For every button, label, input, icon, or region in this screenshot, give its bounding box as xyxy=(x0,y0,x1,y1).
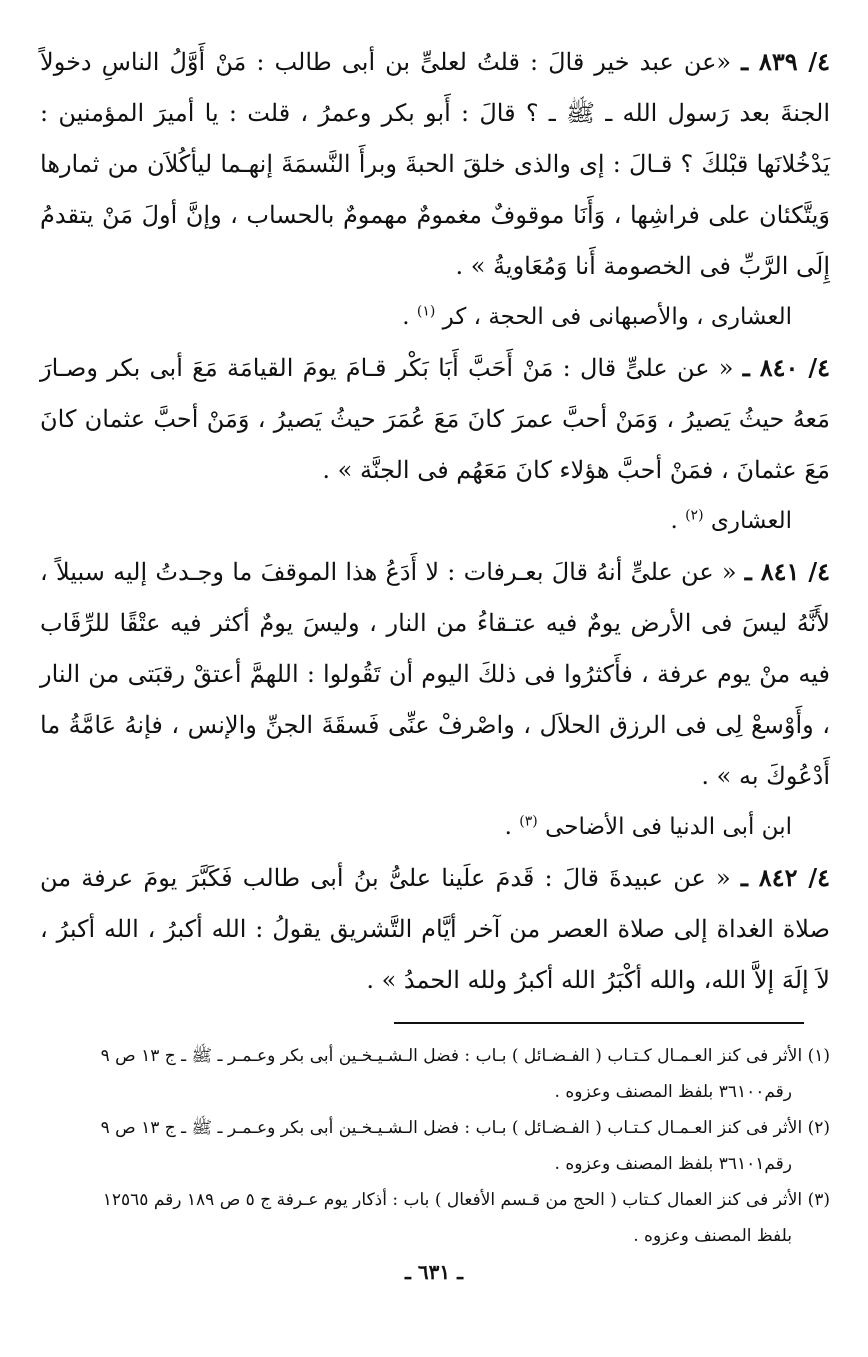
footnote-marker: (٣) xyxy=(807,1190,830,1210)
hadith-source xyxy=(40,496,830,546)
hadith-841 xyxy=(40,546,830,802)
page-body xyxy=(40,36,830,1006)
source-end: . xyxy=(402,304,410,330)
hadith-839 xyxy=(40,36,830,292)
footnote-ref: (٣) xyxy=(519,813,538,830)
hadith-842 xyxy=(40,852,830,1006)
source-text: العشارى xyxy=(710,508,792,534)
hadith-number: ٤/ ٨٤٠ ـ xyxy=(742,353,830,382)
hadith-text: «عن عبد خير قالَ : قلتُ لعلىٍّ بن أبى طالب : مَنْ أَوَّلُ الناسِ دخولاً الجنةَ بعد رَسول الله ـ ﷺ ـ ؟ قالَ : أَبو بكر وعمرُ ، قلت : يا أميرَ المؤمنين : يَدْخُلانَها قبْلكَ ؟ قـالَ : إى والذى خلقَ الحبةَ وبرأَ النَّسمَةَ إنهـما ليأكُلاَن من ثمارها وَيتَّكئان على فراشِها ، وَأَنَا موقوفٌ مغمومٌ مهمومٌ بالحساب ، وإنَّ أولَ مَنْ يتقدمُ إِلَى الرَّبِّ فى الخصومة أَنا وَمُعَاويةُ » . xyxy=(40,48,831,280)
footnote-line: الأثر فى كنز العمال كـتاب ( الحج من قـسم الأفعال ) باب : أذكار يوم عـرفة ج ٥ ص ١٨٩ رقم ١٢٥٦٥ xyxy=(102,1190,803,1210)
hadith-source xyxy=(40,292,830,342)
footnote-line: بلفظ المصنف وعزوه . xyxy=(633,1226,792,1246)
source-text: العشارى ، والأصبهانى فى الحجة ، كر xyxy=(442,304,792,330)
hadith-number: ٤/ ٨٤٢ ـ xyxy=(740,863,831,892)
hadith-number: ٤/ ٨٤١ ـ xyxy=(744,557,830,586)
footnote-divider xyxy=(394,1022,804,1024)
source-end: . xyxy=(670,508,678,534)
hadith-text: « عن عبيدةَ قالَ : قَدمَ علَينا علىُّ بنُ أبى طالب فَكَبَّرَ يومَ عرفة من صلاة الغداة إلى صلاة العصر من آخر أيَّام التَّشريق يقولُ : الله أكبرُ ، الله أكبرُ ، لاَ إلَهَ إلاَّ الله، والله أكْبَرُ الله أكبرُ ولله الحمدُ » . xyxy=(40,864,830,994)
hadith-840 xyxy=(40,342,830,496)
footnote-line: رقم٣٦١٠٠ بلفظ المصنف وعزوه . xyxy=(554,1082,792,1102)
footnotes xyxy=(40,1038,830,1254)
footnote-line: الأثر فى كنز العـمـال كـتـاب ( الفـضـائل ) بـاب : فضل الـشـيـخـين أبى بكر وعـمـر ـ ﷺ ـ ج ١٣ ص ٩ xyxy=(100,1118,803,1138)
hadith-source xyxy=(40,802,830,852)
hadith-number: ٤/ ٨٣٩ ـ xyxy=(741,47,830,76)
source-end: . xyxy=(504,814,512,840)
page-number: ـ ٦٣١ ـ xyxy=(405,1260,463,1284)
footnote-2 xyxy=(40,1110,830,1182)
source-text: ابن أبى الدنيا فى الأضاحى xyxy=(545,814,792,840)
footnote-ref: (٢) xyxy=(685,507,704,524)
footnote-ref: (١) xyxy=(416,303,436,320)
footnote-line: رقم٣٦١٠١ بلفظ المصنف وعزوه . xyxy=(554,1154,792,1174)
footnote-1 xyxy=(40,1038,830,1110)
footnote-marker: (١) xyxy=(807,1046,830,1066)
hadith-text: « عن علىٍّ أنهُ قالَ بعـرفات : لا أَدَعُ هذا الموقفَ ما وجـدتُ إليه سبيلاً ، لأَنَّهُ ليسَ فى الأرض يومٌ فيه عتـقاءُ من النار ، وليسَ يومٌ أكثر فيه عتْقًا للرِّقَاب فيه منْ يوم عرفة ، فأَكثرُوا فى ذلكَ اليوم أن تَقُولوا : اللهمَّ أعتقْ رقبَتى من النار ، وأَوْسعْ لِى فى الرزق الحلاَل ، واصْرفْ عنِّى فَسقَةَ الجنِّ والإنس ، فإنهُ عَامَّةُ ما أَدْعُوكَ به » . xyxy=(40,558,830,790)
hadith-text: « عن علىٍّ قال : مَنْ أَحَبَّ أَبَا بَكْر قـامَ يومَ القيامَة مَعَ أبى بكر وصـارَ مَعهُ حيثُ يَصيرُ ، وَمَنْ أحبَّ عمرَ كانَ مَعَ عُمَرَ حيثُ يَصيرُ ، وَمَنْ أحبَّ عثمان كانَ مَعَ عثمانَ ، فمَنْ أحبَّ هؤلاء كانَ مَعَهُم فى الجنَّة » . xyxy=(40,354,830,484)
footnote-line: الأثر فى كنز العـمـال كـتـاب ( الفـضـائل ) بـاب : فضل الـشـيـخـين أبى بكر وعـمـر ـ ﷺ ـ ج ١٣ ص ٩ xyxy=(100,1046,803,1066)
footnote-marker: (٢) xyxy=(807,1118,830,1138)
footnote-3 xyxy=(40,1182,830,1254)
